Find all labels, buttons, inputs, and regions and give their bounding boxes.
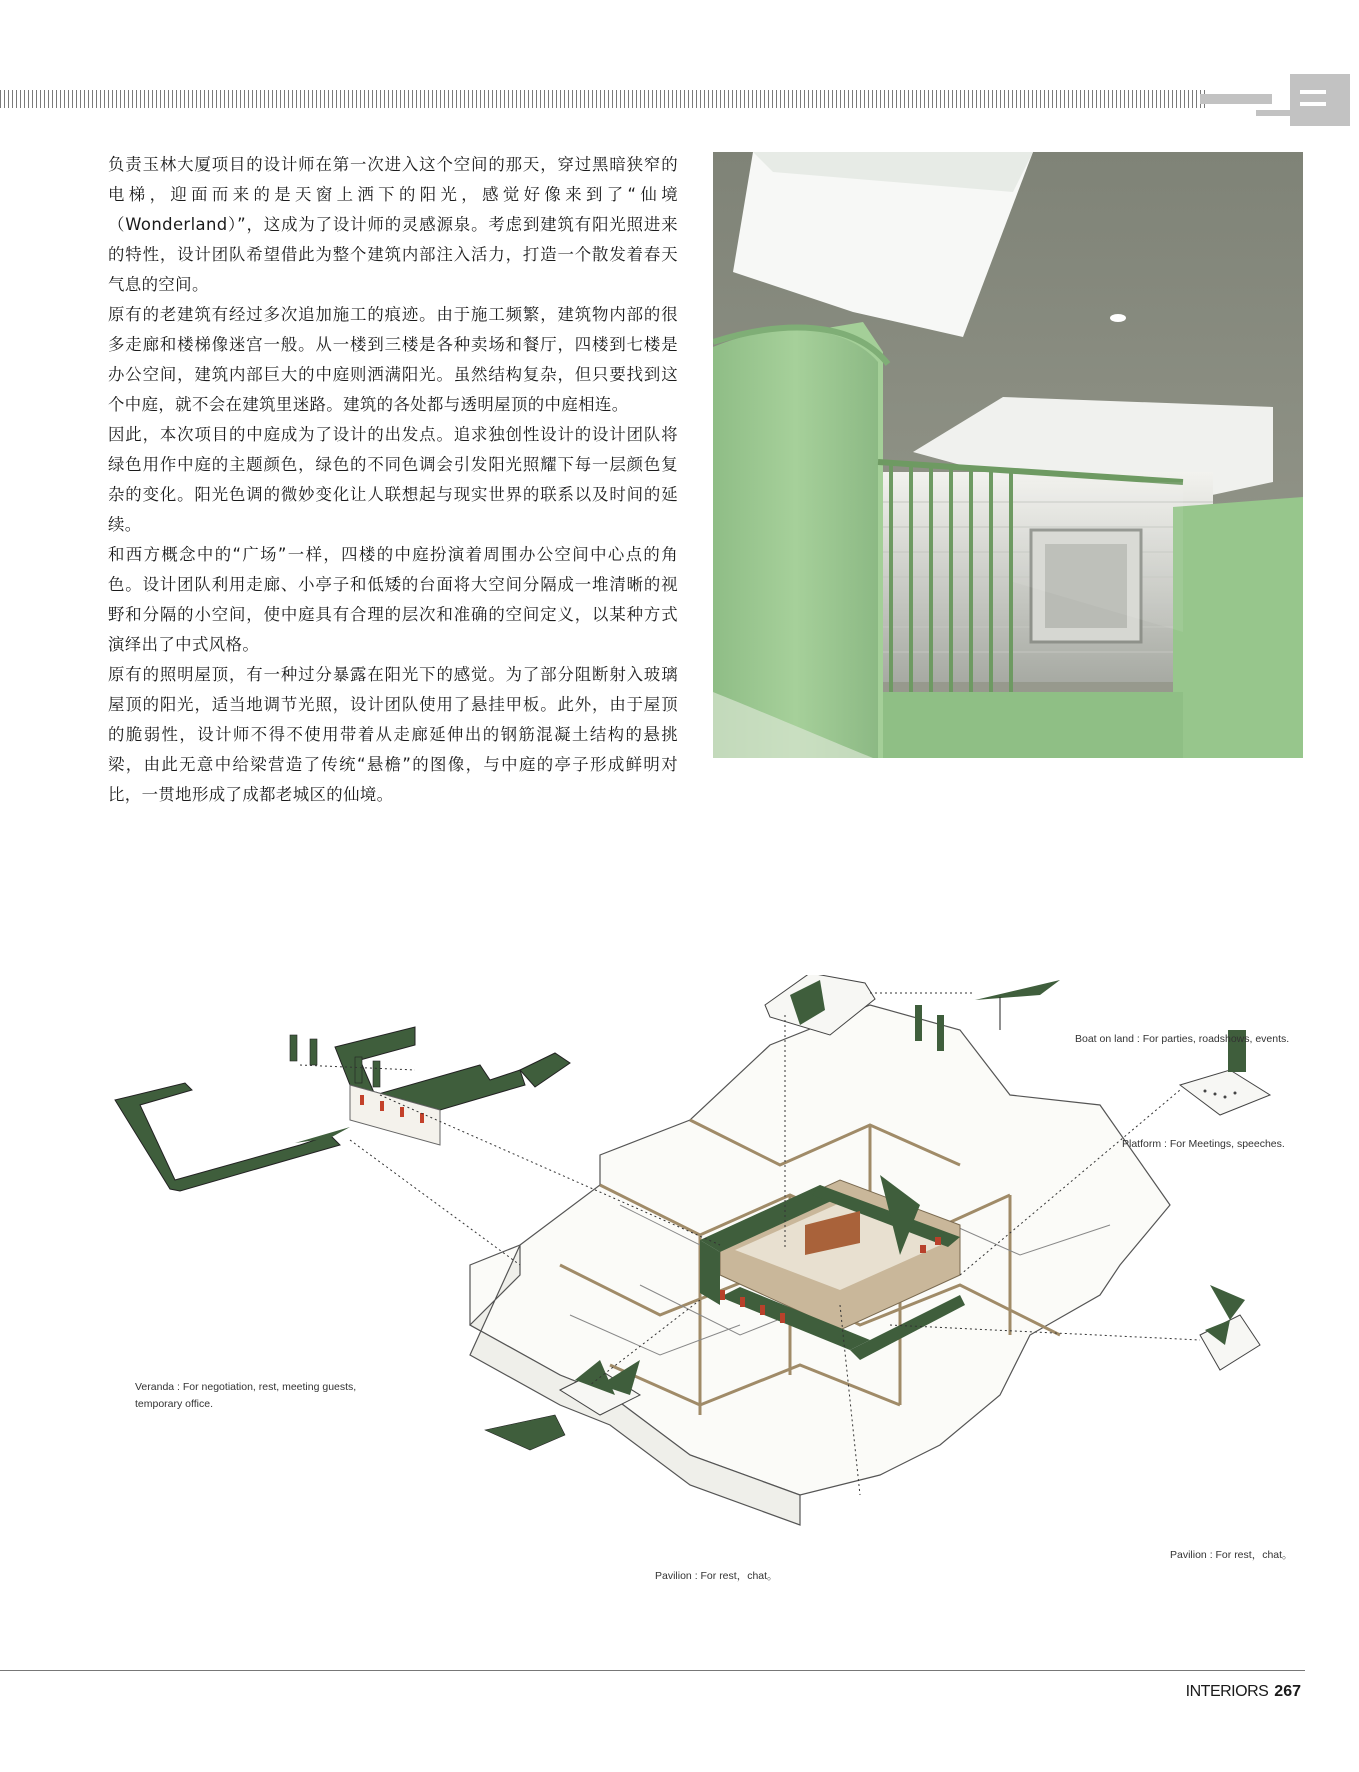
footer-rule	[0, 1670, 1305, 1671]
platform-label: Platform : For Meetings, speeches.	[1122, 1138, 1285, 1150]
magazine-name: INTERIORS	[1185, 1683, 1269, 1700]
paragraph-5: 原有的照明屋顶，有一种过分暴露在阳光下的感觉。为了部分阻断射入玻璃屋顶的阳光，适当地调节光照，设计团队使用了悬挂甲板。此外，由于屋顶的脆弱性，设计师不得不使用带着从走廊延伸出的钢筋混凝土结构的悬挑梁，由此无意中给梁营造了传统“悬檐”的图像，与中庭的亭子形成鲜明对比，一贯地形成了成都老城区的仙境。	[108, 665, 678, 804]
atrium-photo	[713, 152, 1303, 758]
pavilion-module-right	[1200, 1285, 1260, 1370]
pavilion-right-label: Pavilion : For rest，chat。	[1170, 1549, 1293, 1561]
page-number: 267	[1274, 1683, 1301, 1700]
veranda-corridor-lower	[115, 1083, 350, 1191]
article-body	[108, 150, 678, 810]
veranda-label-cont: temporary office.	[135, 1398, 214, 1410]
paragraph-4: 和西方概念中的“广场”一样，四楼的中庭扮演着周围办公空间中心点的角色。设计团队利用走廊、小亭子和低矮的台面将大空间分隔成一堆清晰的视野和分隔的小空间，使中庭具有合理的层次和准确的空间定义，以某种方式演绎出了中式风格。	[108, 545, 678, 654]
axonometric-diagram	[0, 975, 1359, 1615]
veranda-corridor-upper	[335, 1027, 570, 1145]
paragraph-2: 原有的老建筑有经过多次追加施工的痕迹。由于施工频繁，建筑物内部的很多走廊和楼梯像迷宫一般。从一楼到三楼是各种卖场和餐厅，四楼到七楼是办公空间，建筑内部巨大的中庭则洒满阳光。虽然结构复杂，但只要找到这个中庭，就不会在建筑里迷路。建筑的各处都与透明屋顶的中庭相连。	[108, 305, 678, 414]
page-folio	[1186, 1683, 1301, 1701]
pavilion-left-label: Pavilion : For rest，chat。	[655, 1570, 778, 1582]
boat-label: Boat on land : For parties, roadshows, events.	[1075, 1033, 1290, 1045]
header-rule	[0, 90, 1205, 108]
paragraph-1: 负责玉林大厦项目的设计师在第一次进入这个空间的那天，穿过黑暗狭窄的电梯，迎面而来的是天窗上洒下的阳光，感觉好像来到了“仙境（Wonderland）”，这成为了设计师的灵感源泉。考虑到建筑有阳光照进来的特性，设计团队希望借此为整个建筑内部注入活力，打造一个散发着春天气息的空间。	[108, 155, 678, 294]
corner-mark-icon	[1200, 74, 1350, 134]
veranda-label: Veranda : For negotiation, rest, meeting guests,	[135, 1381, 357, 1393]
paragraph-3: 因此，本次项目的中庭成为了设计的出发点。追求独创性设计的设计团队将绿色用作中庭的主题颜色，绿色的不同色调会引发阳光照耀下每一层颜色复杂的变化。阳光色调的微妙变化让人联想起与现实世界的联系以及时间的延续。	[108, 425, 678, 534]
